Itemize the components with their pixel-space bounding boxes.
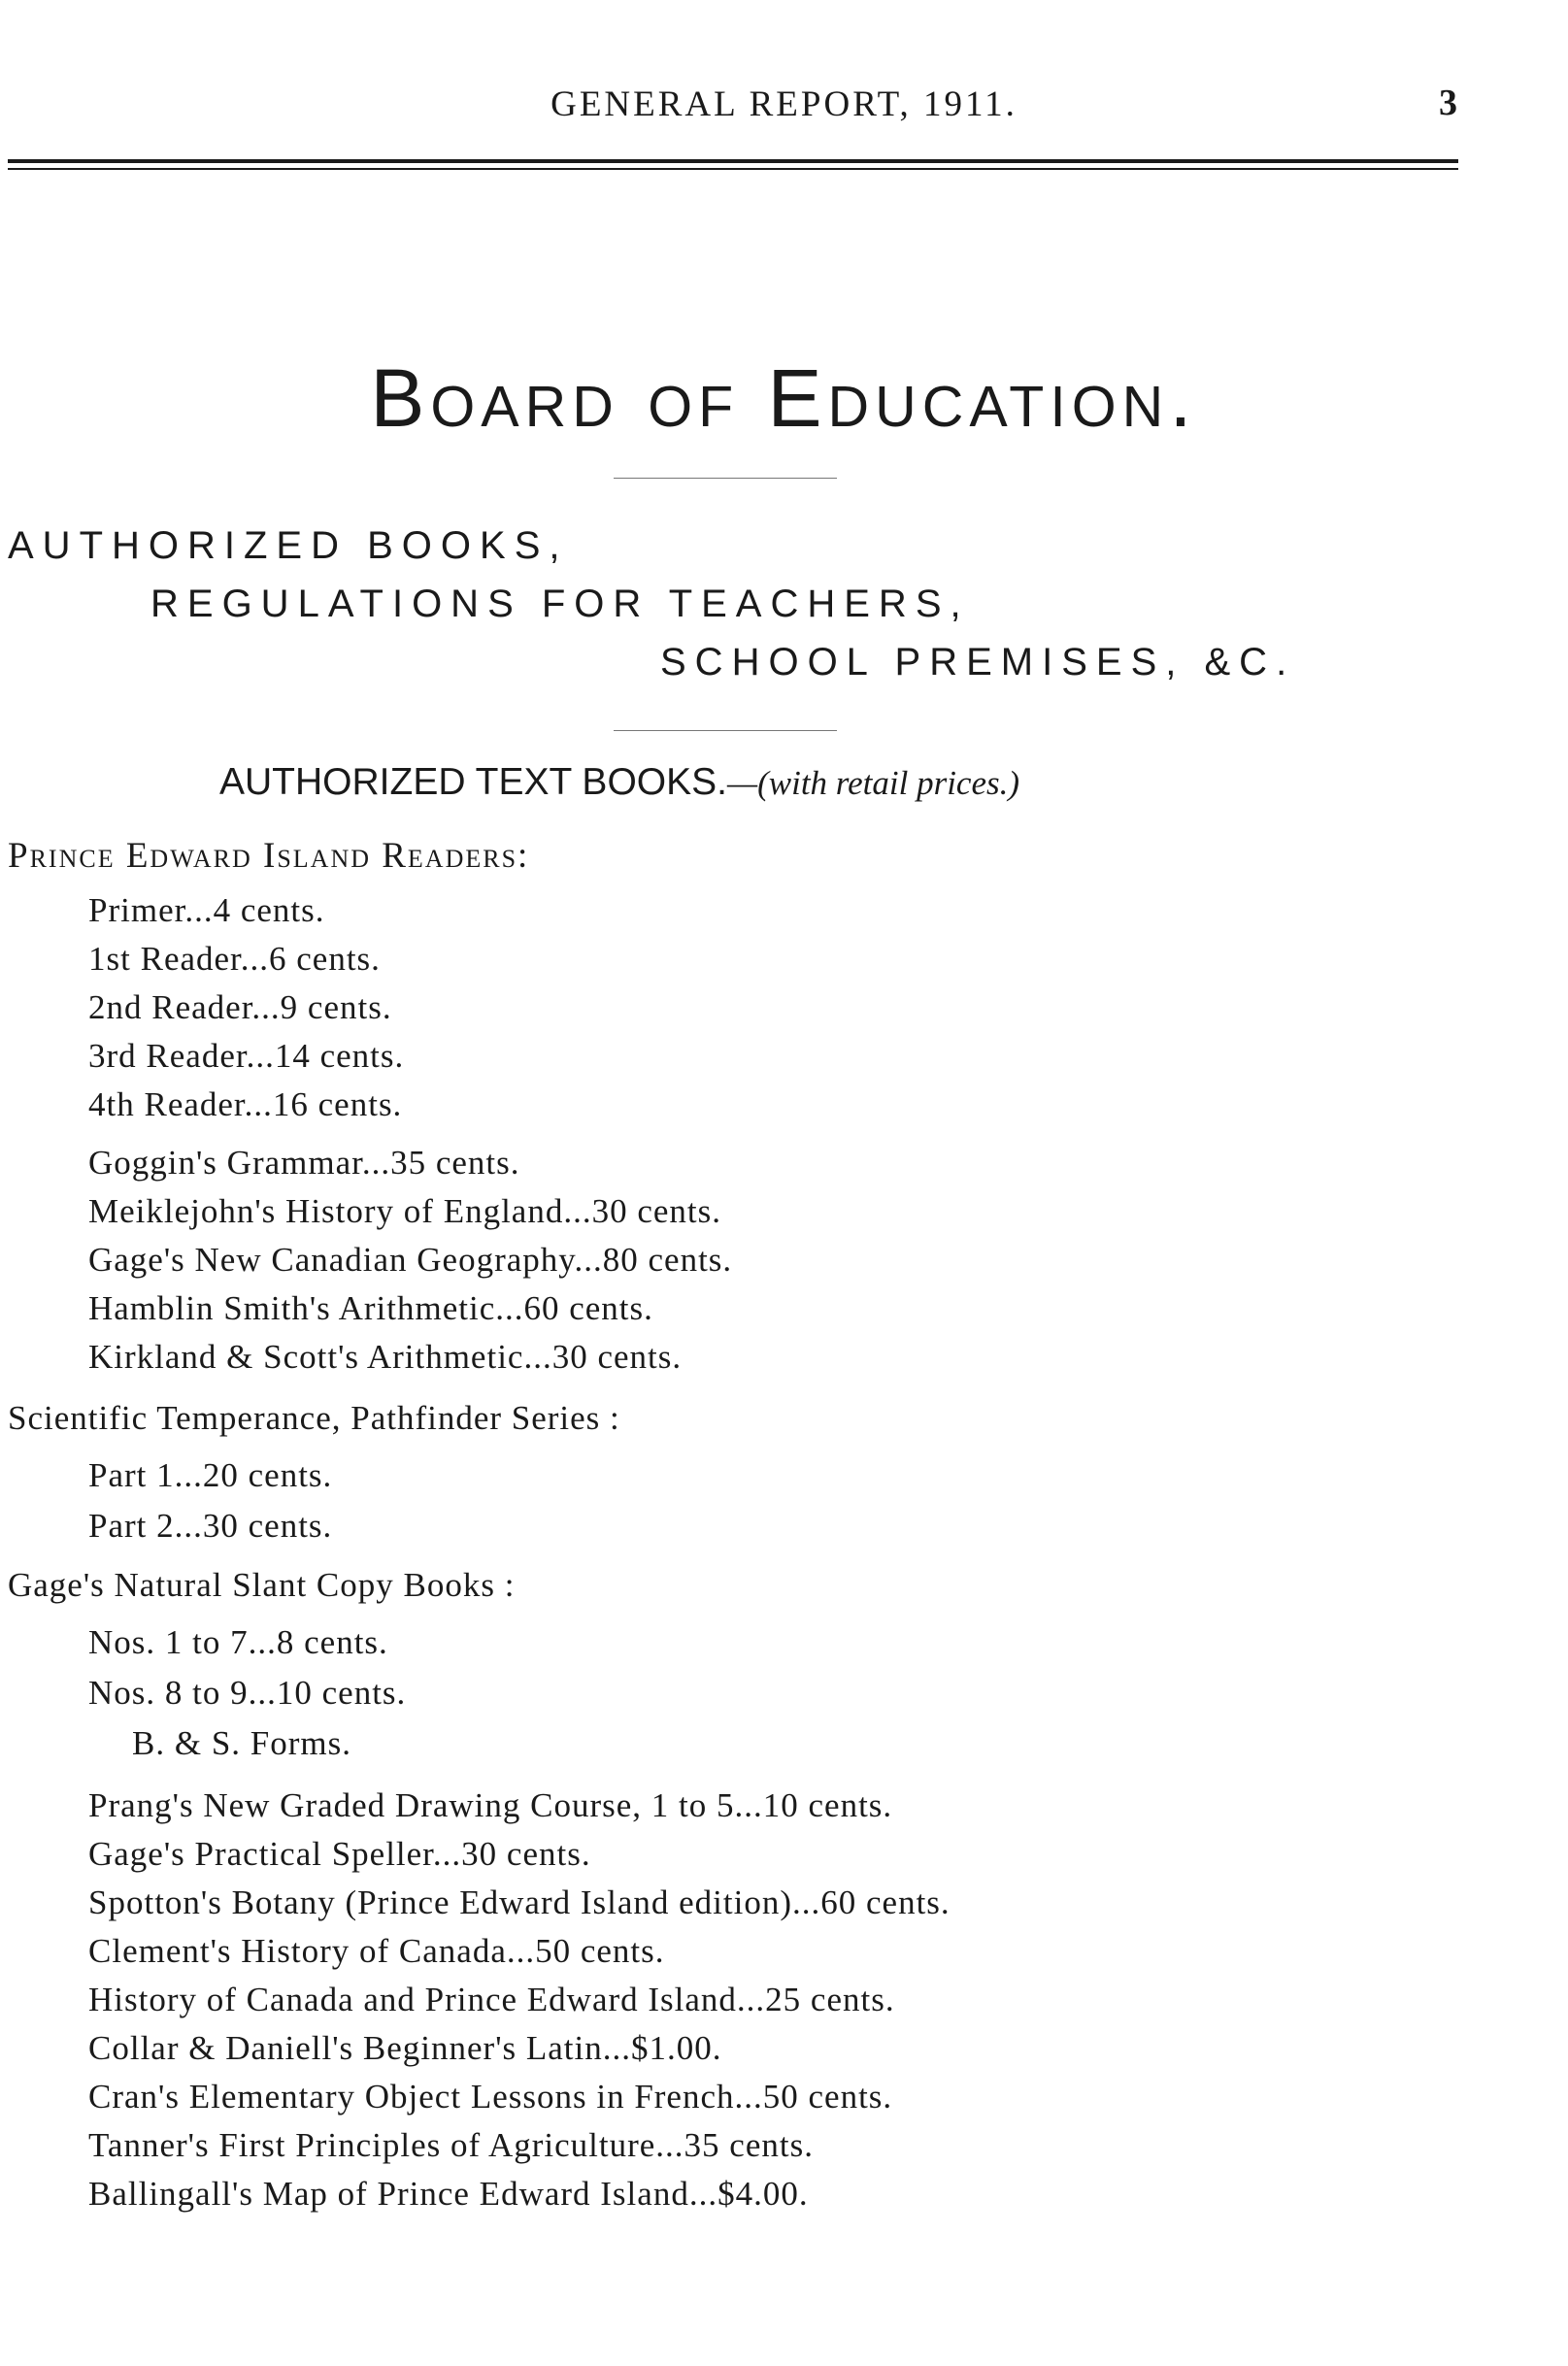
book-item: Part 2...30 cents.: [88, 1507, 333, 1545]
book-item: Tanner's First Principles of Agriculture...35 cents.: [88, 2126, 814, 2164]
book-item: History of Canada and Prince Edward Island...25 cents.: [88, 1981, 895, 2018]
book-item: 3rd Reader...14 cents.: [88, 1037, 405, 1075]
subtitle-line: SCHOOL PREMISES, &C.: [660, 641, 1296, 683]
book-item: Primer...4 cents.: [88, 891, 325, 929]
book-item: B. & S. Forms.: [132, 1724, 351, 1762]
book-item: Gage's New Canadian Geography...80 cents.: [88, 1241, 733, 1279]
book-item: Goggin's Grammar...35 cents.: [88, 1144, 520, 1182]
section-heading: [219, 761, 1019, 804]
divider-rule: [614, 730, 837, 731]
book-item: Spotton's Botany (Prince Edward Island edition)...60 cents.: [88, 1883, 951, 1921]
header-rule-thick: [8, 159, 1458, 163]
book-item: Kirkland & Scott's Arithmetic...30 cents.: [88, 1338, 683, 1376]
book-item: Hamblin Smith's Arithmetic...60 cents.: [88, 1289, 653, 1327]
book-item: Nos. 8 to 9...10 cents.: [88, 1674, 407, 1712]
subtitle-line: AUTHORIZED BOOKS,: [8, 524, 569, 567]
divider-rule: [614, 478, 837, 479]
page-title: Board of Education.: [370, 352, 1198, 444]
section-heading-text: AUTHORIZED TEXT BOOKS.: [219, 761, 727, 803]
book-item: Ballingall's Map of Prince Edward Island...$4.00.: [88, 2175, 809, 2213]
book-item: 4th Reader...16 cents.: [88, 1085, 403, 1123]
book-item: 1st Reader...6 cents.: [88, 940, 381, 978]
section-heading-note: —(with retail prices.): [726, 764, 1020, 802]
header-rule-thin: [8, 168, 1458, 170]
book-item: Part 1...20 cents.: [88, 1456, 333, 1494]
book-item: 2nd Reader...9 cents.: [88, 988, 392, 1026]
page-number: 3: [1439, 83, 1457, 123]
running-head: GENERAL REPORT, 1911.: [550, 84, 1018, 124]
book-item: Gage's Practical Speller...30 cents.: [88, 1835, 591, 1873]
subtitle-line: REGULATIONS FOR TEACHERS,: [150, 583, 970, 625]
group-heading-copy-books: Gage's Natural Slant Copy Books :: [8, 1566, 516, 1604]
book-item: Collar & Daniell's Beginner's Latin...$1.00.: [88, 2029, 722, 2067]
group-heading-readers: Prince Edward Island Readers:: [8, 836, 530, 876]
book-item: Nos. 1 to 7...8 cents.: [88, 1623, 388, 1661]
group-heading-temperance: Scientific Temperance, Pathfinder Series :: [8, 1399, 620, 1437]
book-item: Meiklejohn's History of England...30 cents.: [88, 1192, 721, 1230]
book-item: Prang's New Graded Drawing Course, 1 to 5...10 cents.: [88, 1786, 893, 1824]
book-item: Cran's Elementary Object Lessons in French...50 cents.: [88, 2078, 893, 2116]
book-item: Clement's History of Canada...50 cents.: [88, 1932, 665, 1970]
